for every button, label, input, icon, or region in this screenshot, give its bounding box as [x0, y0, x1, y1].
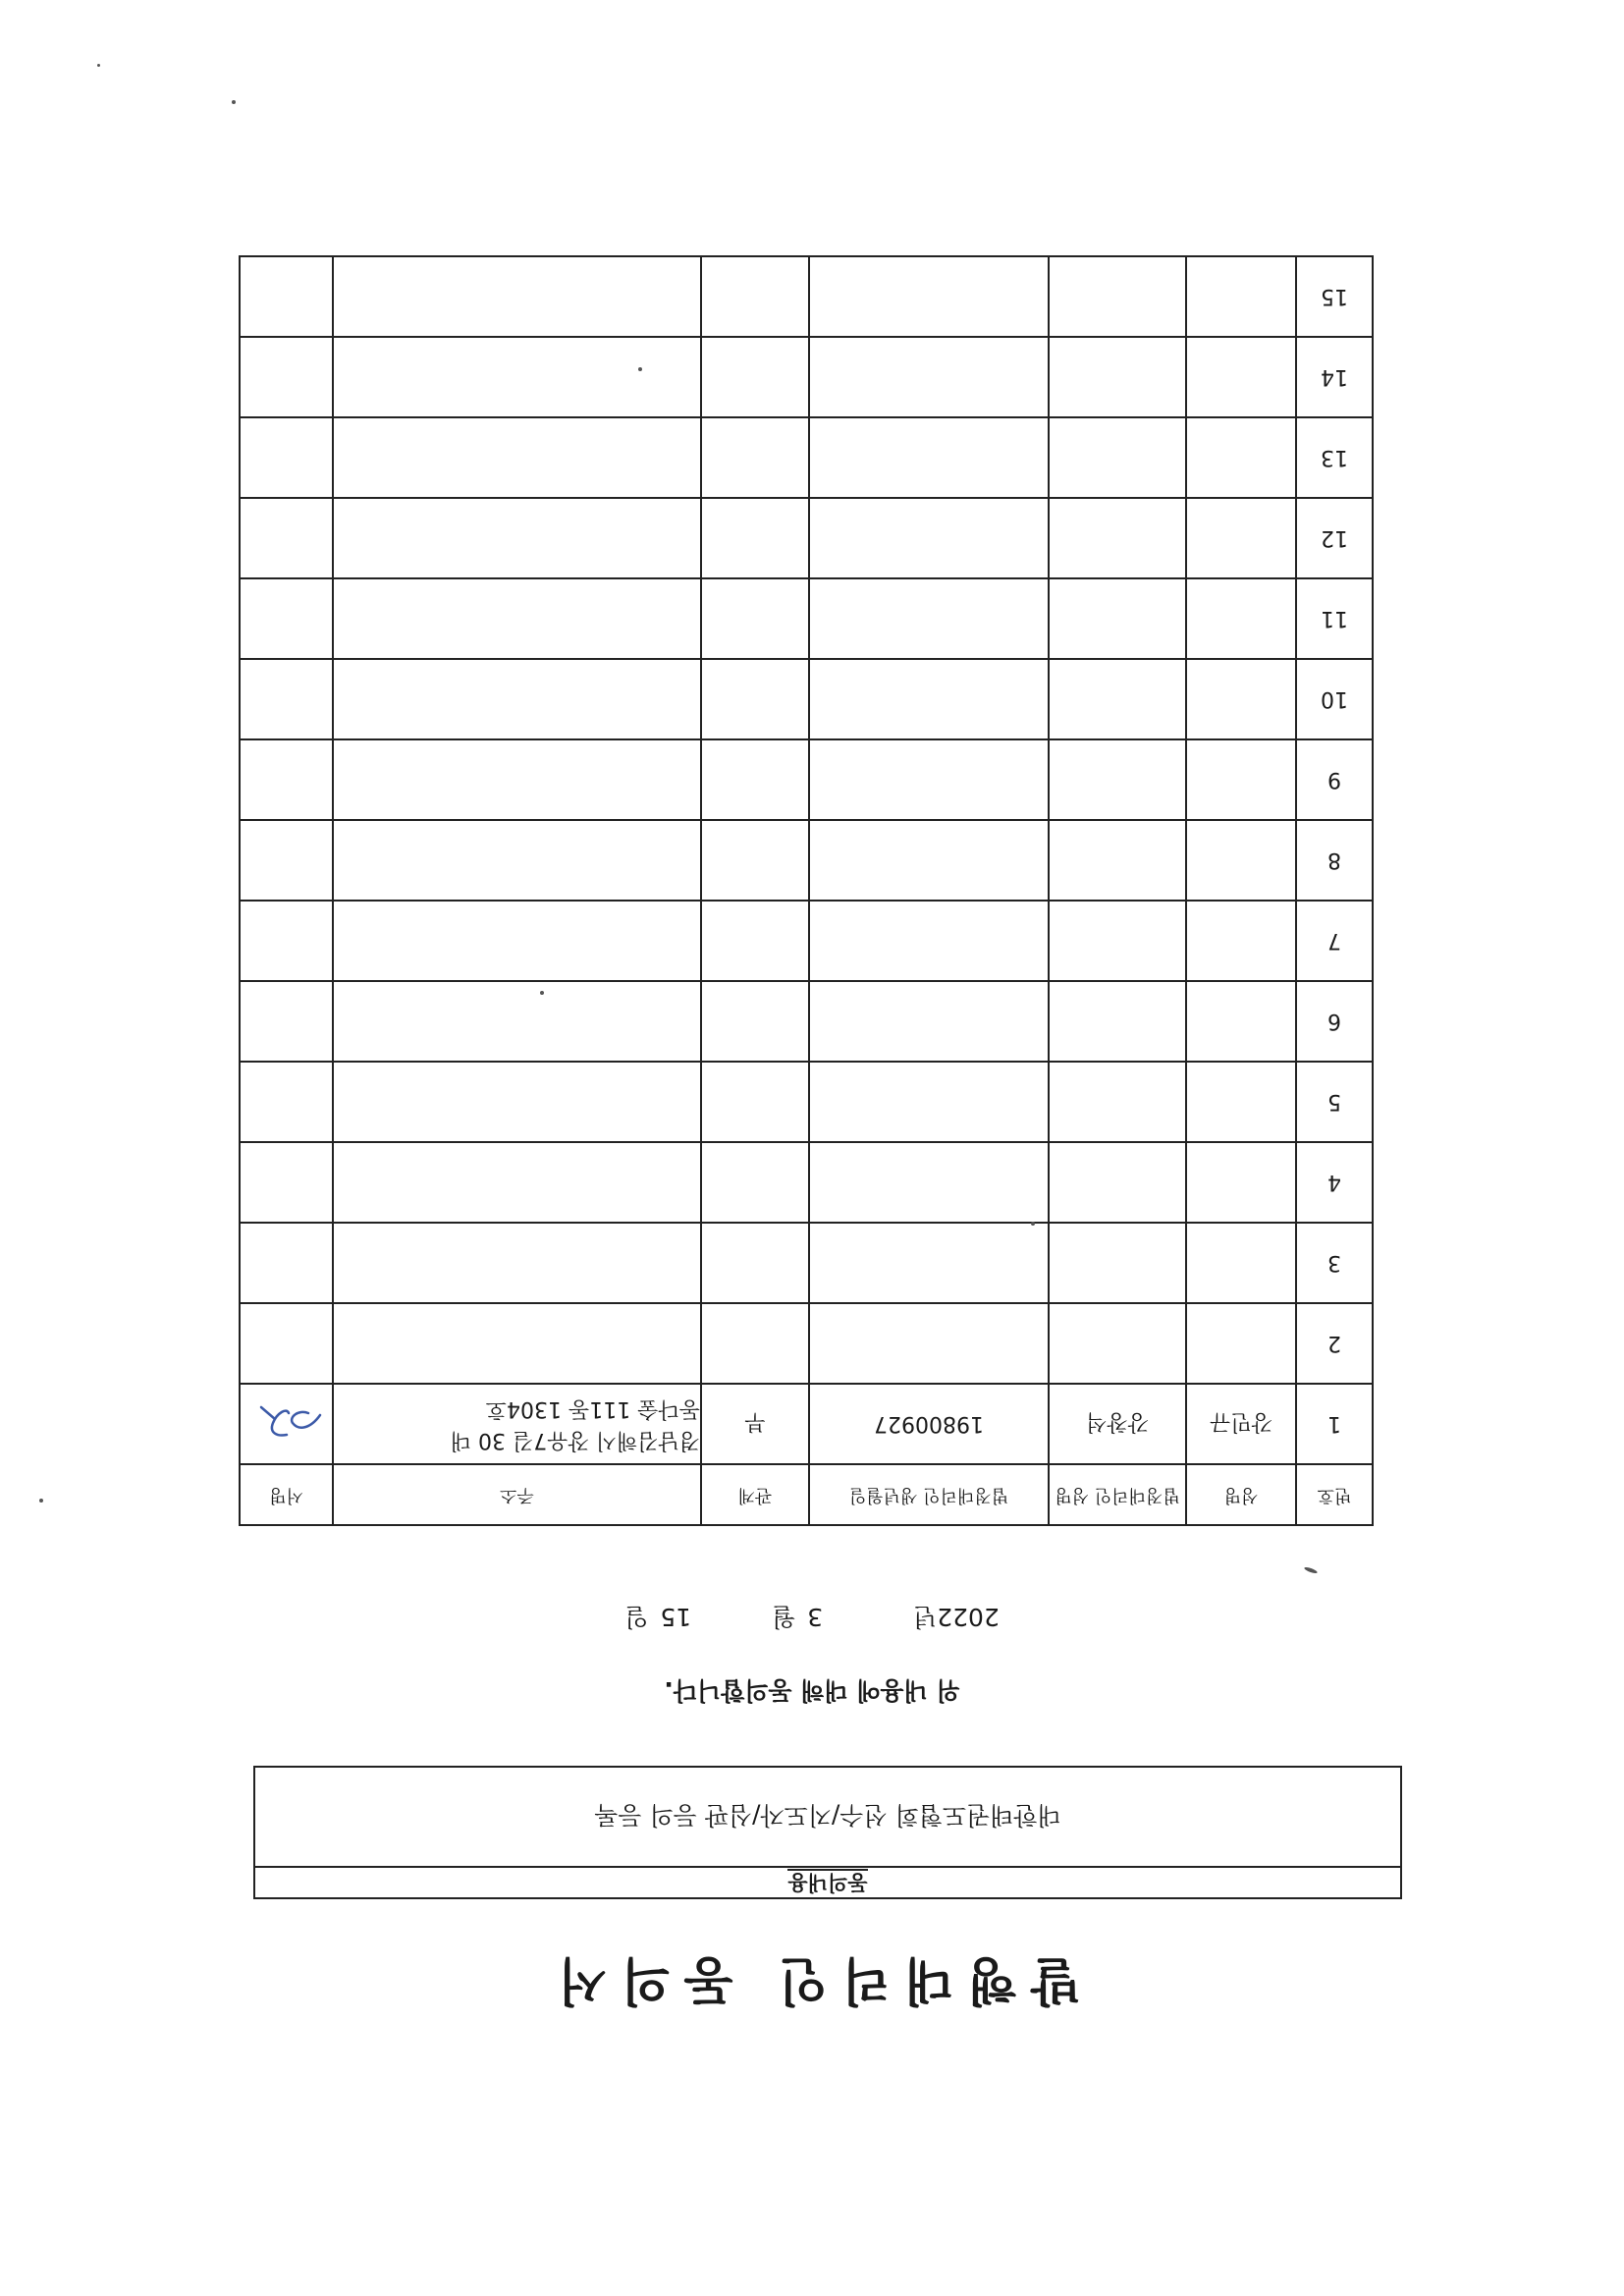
- row-address: [333, 981, 701, 1062]
- header-rep-name: 법정대리인 성명: [1049, 1464, 1186, 1525]
- table-row: [240, 1384, 1373, 1464]
- row-rep-birth: [809, 256, 1049, 337]
- row-rep-birth: [809, 820, 1049, 901]
- row-signature: [240, 1303, 333, 1384]
- row-rep-birth: [809, 1062, 1049, 1142]
- table-row: [240, 901, 1373, 981]
- scan-speck: [39, 1499, 43, 1503]
- row-rep-name: [1049, 417, 1186, 498]
- scan-speck: [232, 100, 236, 104]
- row-signature: [240, 1142, 333, 1223]
- row-signature: [240, 498, 333, 578]
- table-row: [240, 498, 1373, 578]
- table-row: [240, 659, 1373, 739]
- row-no: 12: [1296, 498, 1373, 578]
- row-rep-name: [1049, 1223, 1186, 1303]
- row-name: 강민규: [1186, 1384, 1296, 1464]
- row-relation: [701, 498, 809, 578]
- row-no: 10: [1296, 659, 1373, 739]
- row-rep-birth: [809, 417, 1049, 498]
- row-address: [333, 659, 701, 739]
- date-line: [0, 1601, 1624, 1636]
- consent-text: 대한태권도협회 선수/지도자/심판 등의 등록: [594, 1801, 1061, 1830]
- address-line-1: 경남김해시 장유7길 30 대: [450, 1428, 700, 1452]
- table-row: [240, 1303, 1373, 1384]
- row-no: 14: [1296, 337, 1373, 417]
- row-rep-name: [1049, 659, 1186, 739]
- consent-box: [253, 1766, 1402, 1899]
- row-name: [1186, 820, 1296, 901]
- row-address: [333, 820, 701, 901]
- row-rep-birth: [809, 981, 1049, 1062]
- row-signature: [240, 1223, 333, 1303]
- document-title: 발행대리인 동의서: [544, 1950, 1080, 2009]
- scan-speck: [1304, 1566, 1319, 1575]
- row-no: 15: [1296, 256, 1373, 337]
- consent-heading: 동의내용: [787, 1871, 868, 1894]
- row-address: [333, 1303, 701, 1384]
- row-rep-birth: [809, 739, 1049, 820]
- row-name: [1186, 659, 1296, 739]
- row-relation: [701, 820, 809, 901]
- row-relation: [701, 337, 809, 417]
- row-name: [1186, 1062, 1296, 1142]
- row-address: [333, 1062, 701, 1142]
- row-relation: [701, 739, 809, 820]
- handwritten-signature-icon: [239, 1390, 332, 1458]
- row-signature: [240, 820, 333, 901]
- table-row: [240, 1062, 1373, 1142]
- row-address: [333, 256, 701, 337]
- row-address: [333, 739, 701, 820]
- row-no: 1: [1296, 1384, 1373, 1464]
- row-no: 2: [1296, 1303, 1373, 1384]
- row-rep-birth: [809, 901, 1049, 981]
- row-relation: [701, 901, 809, 981]
- row-no: 6: [1296, 981, 1373, 1062]
- header-rep-birth: 법정대리인 생년월일: [809, 1464, 1049, 1525]
- header-address: 주소: [333, 1464, 701, 1525]
- row-name: [1186, 981, 1296, 1062]
- table-row: [240, 256, 1373, 337]
- row-relation: [701, 1062, 809, 1142]
- row-address: [333, 1223, 701, 1303]
- row-rep-name: [1049, 498, 1186, 578]
- row-signature: [240, 739, 333, 820]
- row-relation: [701, 1223, 809, 1303]
- row-rep-birth: [809, 1142, 1049, 1223]
- table-header-row: [240, 1464, 1373, 1525]
- row-no: 8: [1296, 820, 1373, 901]
- agree-statement: 위 내용에 대해 동의합니다.: [664, 1676, 960, 1705]
- header-signature: 서명: [240, 1464, 333, 1525]
- table-row: [240, 820, 1373, 901]
- row-name: [1186, 337, 1296, 417]
- table-row: [240, 337, 1373, 417]
- row-address: [333, 417, 701, 498]
- scan-speck: [540, 991, 544, 995]
- row-no: 13: [1296, 417, 1373, 498]
- row-name: [1186, 256, 1296, 337]
- scan-speck: [1031, 1222, 1035, 1226]
- row-rep-birth: [809, 578, 1049, 659]
- row-no: 5: [1296, 1062, 1373, 1142]
- row-no: 11: [1296, 578, 1373, 659]
- row-rep-name: [1049, 1303, 1186, 1384]
- row-relation: 부: [701, 1384, 809, 1464]
- row-no: 4: [1296, 1142, 1373, 1223]
- scan-speck: [97, 64, 100, 67]
- row-signature: [240, 417, 333, 498]
- row-signature: [240, 659, 333, 739]
- row-rep-name: [1049, 337, 1186, 417]
- table-row: [240, 739, 1373, 820]
- row-address: [333, 337, 701, 417]
- row-rep-name: [1049, 256, 1186, 337]
- row-rep-name: [1049, 1062, 1186, 1142]
- guardian-table: [239, 255, 1374, 1526]
- table-row: [240, 981, 1373, 1062]
- table-row: [240, 578, 1373, 659]
- row-name: [1186, 578, 1296, 659]
- row-relation: [701, 1142, 809, 1223]
- row-name: [1186, 1223, 1296, 1303]
- row-signature: [240, 901, 333, 981]
- row-rep-name: [1049, 1142, 1186, 1223]
- row-address: [333, 498, 701, 578]
- row-address: [333, 1384, 701, 1464]
- row-signature: [240, 1384, 333, 1464]
- row-rep-name: [1049, 981, 1186, 1062]
- row-relation: [701, 578, 809, 659]
- row-rep-name: [1049, 578, 1186, 659]
- header-name: 성명: [1186, 1464, 1296, 1525]
- row-rep-birth: [809, 337, 1049, 417]
- row-rep-name: [1049, 820, 1186, 901]
- row-rep-birth: 19800927: [809, 1384, 1049, 1464]
- row-name: [1186, 1303, 1296, 1384]
- row-rep-birth: [809, 1223, 1049, 1303]
- scan-speck: [638, 367, 642, 371]
- row-rep-name: [1049, 739, 1186, 820]
- row-no: 3: [1296, 1223, 1373, 1303]
- row-signature: [240, 256, 333, 337]
- table-row: [240, 1223, 1373, 1303]
- row-address: [333, 578, 701, 659]
- row-rep-birth: [809, 1303, 1049, 1384]
- row-name: [1186, 739, 1296, 820]
- table-row: [240, 417, 1373, 498]
- row-relation: [701, 981, 809, 1062]
- row-signature: [240, 578, 333, 659]
- row-name: [1186, 417, 1296, 498]
- row-name: [1186, 901, 1296, 981]
- consent-heading-cell: [255, 1866, 1400, 1897]
- table-row: [240, 1142, 1373, 1223]
- row-address: [333, 901, 701, 981]
- row-no: 9: [1296, 739, 1373, 820]
- header-no: 번호: [1296, 1464, 1373, 1525]
- row-signature: [240, 981, 333, 1062]
- header-relation: 관계: [701, 1464, 809, 1525]
- row-signature: [240, 1062, 333, 1142]
- row-relation: [701, 659, 809, 739]
- row-relation: [701, 1303, 809, 1384]
- row-address: [333, 1142, 701, 1223]
- row-signature: [240, 337, 333, 417]
- row-relation: [701, 417, 809, 498]
- date-year: 2022년: [913, 1603, 1000, 1631]
- row-no: 7: [1296, 901, 1373, 981]
- row-rep-name: [1049, 901, 1186, 981]
- row-rep-birth: [809, 498, 1049, 578]
- address-line-2: 동다숲 111동 1304호: [485, 1396, 700, 1421]
- row-name: [1186, 1142, 1296, 1223]
- row-name: [1186, 498, 1296, 578]
- date-day: 15 일: [624, 1603, 692, 1631]
- row-rep-name: 강창석: [1049, 1384, 1186, 1464]
- row-relation: [701, 256, 809, 337]
- row-rep-birth: [809, 659, 1049, 739]
- date-month: 3 월: [772, 1603, 824, 1631]
